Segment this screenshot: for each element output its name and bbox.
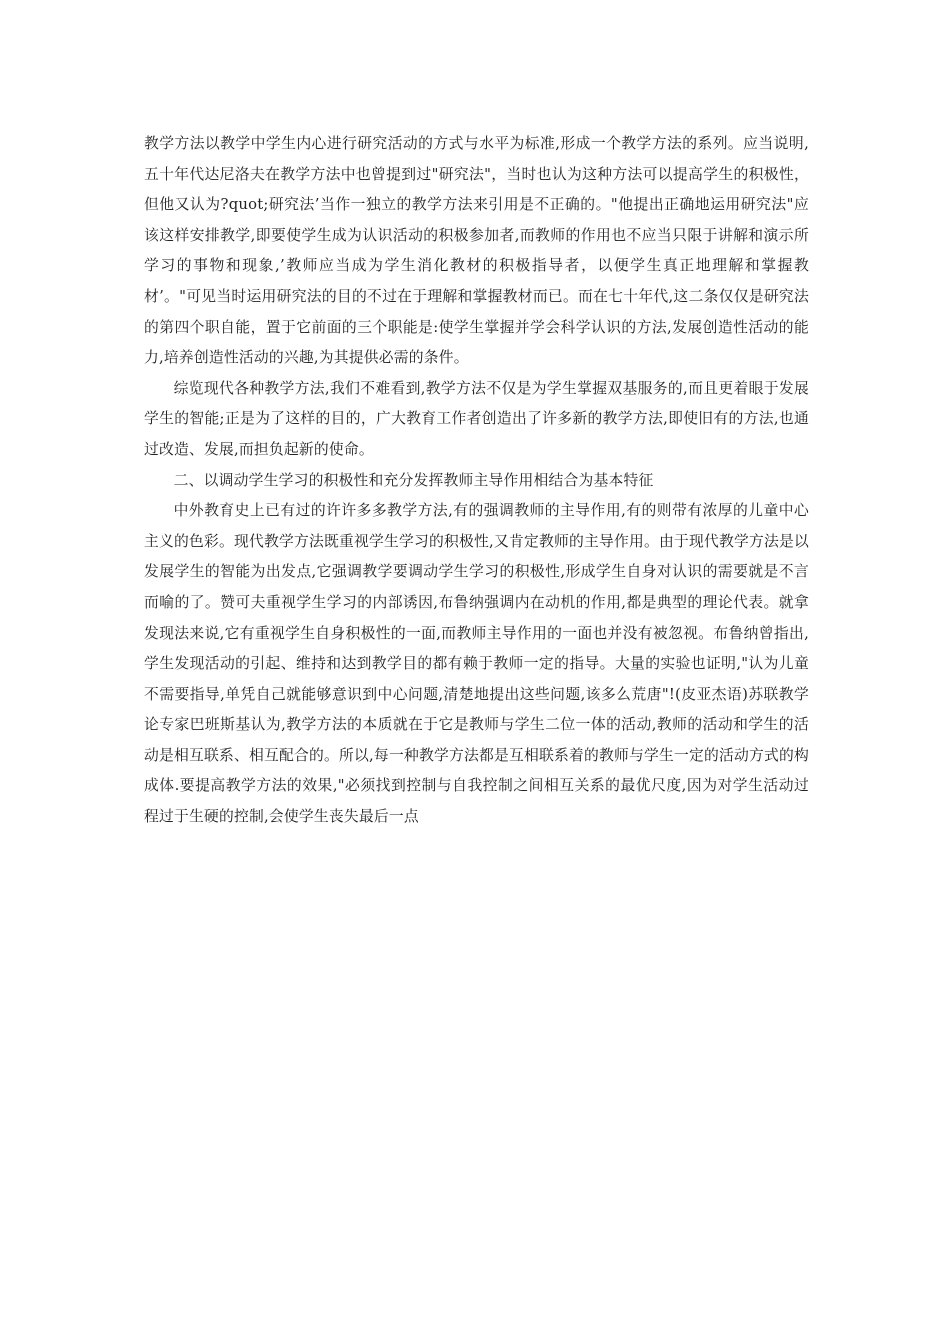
section-heading-two: 二、以调动学生学习的积极性和充分发挥教师主导作用相结合为基本特征 xyxy=(173,471,654,489)
paragraph-teacher-student-roles: 中外教育史上已有过的许许多多教学方法,有的强调教师的主导作用,有的则带有浓厚的儿童中心主义的色彩。现代教学方法既重视学生学习的积极性,又肯定教师的主导作用。由于现代教学方法是以发展学生的智能为出发点,它强调教学要调动学生学习的积极性,形成学生自身对认识的需要就是不言而喻的了。赞可夫重视学生学习的内部诱因,布鲁纳强调内在动机的作用,都是典型的理论代表。就拿发现法来说,它有重视学生自身积极性的一面,而教师主导作用的一面也并没有被忽视。布鲁纳曾指出,学生发现活动的引起、维持和达到教学目的都有赖于教师一定的指导。大量的实验也证明,"认为儿童不需要指导,单凭自己就能够意识到中心问题,清楚地提出这些问题,该多么荒唐"!(皮亚杰语)苏联教学论专家巴班斯基认为,教学方法的本质就在于它是教师与学生二位一体的活动,教师的活动和学生的活动是相互联系、相互配合的。所以,每一种教学方法都是互相联系着的教师与学生一定的活动方式的构成体.要提高教学方法的效果,"必须找到控制与自我控制之间相互关系的最优尺度,因为对学生活动过程过于生硬的控制,会使学生丧失最后一点 xyxy=(144,502,809,826)
paragraph-research-method: 教学方法以教学中学生内心进行研究活动的方式与水平为标准,形成一个教学方法的系列。应当说明,五十年代达尼洛夫在教学方法中也曾提到过"研究法"，当时也认为这种方法可以提高学生的积极性，但他又认为?quot;研究法’当作一独立的教学方法来引用是不正确的。"他提出正确地运用研究法"应该这样安排教学,即要使学生成为认识活动的积极参加者,而教师的作用也不应当只限于讲解和演示所学习的事物和现象,’教师应当成为学生消化教材的积极指导者，以便学生真正地理解和掌握教材’。"可见当时运用研究法的目的不过在于理解和掌握教材而已。而在七十年代,这二条仅仅是研究法的第四个职自能，置于它前面的三个职能是:使学生掌握并学会科学认识的方法,发展创造性活动的能力,培养创造性活动的兴趣,为其提供必需的条件。 xyxy=(144,135,809,367)
paragraph-modern-methods-overview: 综览现代各种教学方法,我们不难看到,教学方法不仅是为学生掌握双基服务的,而且更着眼于发展学生的智能;正是为了这样的目的，广大教育工作者创造出了许多新的教学方法,即使旧有的方法,也通过改造、发展,而担负起新的使命。 xyxy=(144,379,809,458)
document-page xyxy=(144,129,809,833)
